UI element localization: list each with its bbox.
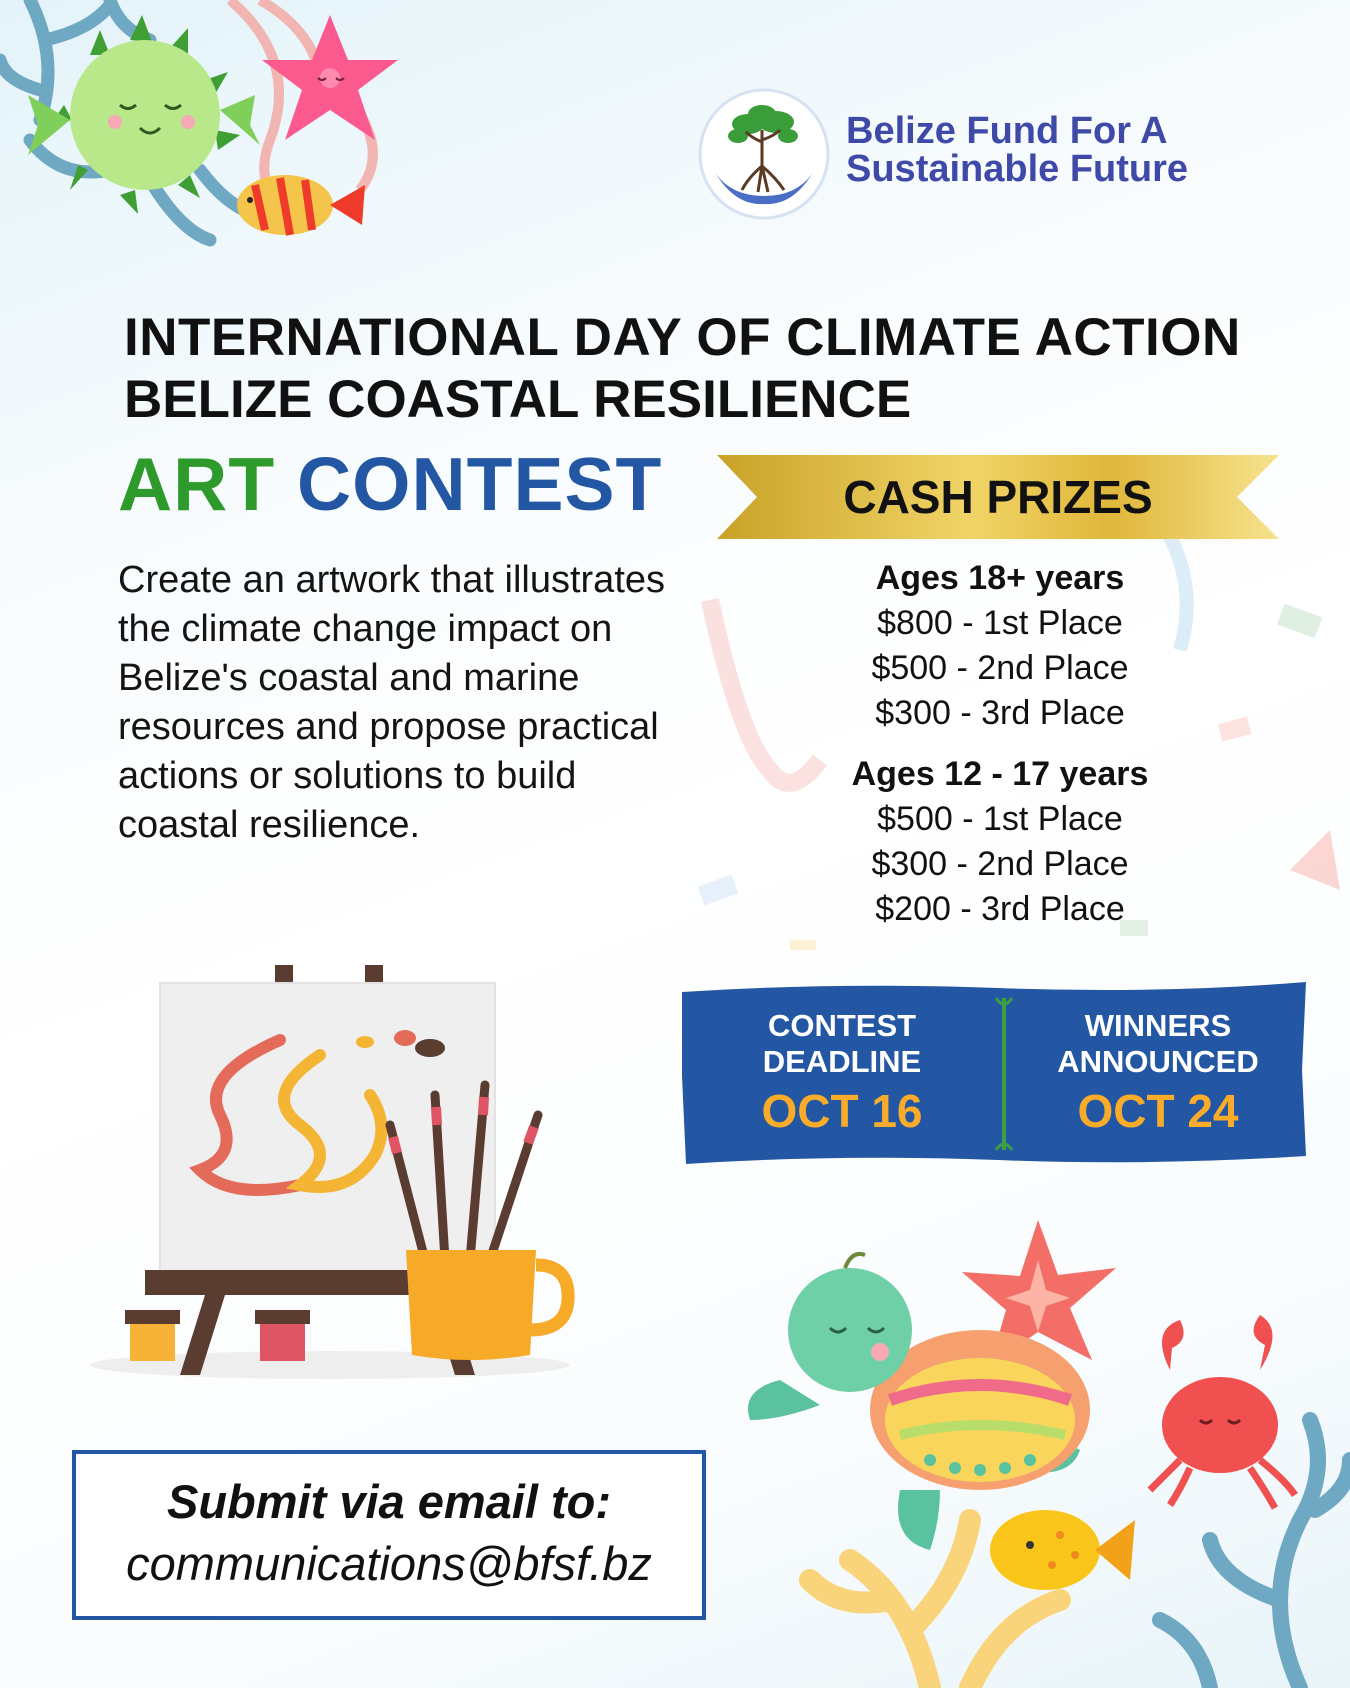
organization-name xyxy=(846,112,1266,188)
sea-life-top-left-illustration xyxy=(0,0,430,270)
submit-label: Submit via email to: xyxy=(167,1475,611,1528)
prize-line: $300 - 3rd Place xyxy=(875,694,1125,732)
winners-date: OCT 24 xyxy=(1077,1085,1239,1137)
submit-email-link[interactable]: communications@bfsf.bz xyxy=(126,1537,652,1590)
organization-name-line2: Sustainable Future xyxy=(846,148,1189,190)
headline-line2: BELIZE COASTAL RESILIENCE xyxy=(124,370,912,429)
prize-line: $500 - 1st Place xyxy=(877,800,1123,838)
striped-fish-icon xyxy=(237,175,365,235)
yellow-fish-icon xyxy=(990,1510,1135,1590)
easel-painting-illustration xyxy=(90,955,580,1390)
mangrove-tree-hands-logo xyxy=(696,86,832,222)
prize-tier-youth xyxy=(820,752,1180,932)
pufferfish-icon xyxy=(28,15,260,214)
deadline-block xyxy=(692,1008,992,1138)
prize-tier-adults xyxy=(820,556,1180,736)
prize-line: $300 - 2nd Place xyxy=(871,845,1129,883)
prize-line: $800 - 1st Place xyxy=(877,604,1123,642)
headline-line1: INTERNATIONAL DAY OF CLIMATE ACTION xyxy=(124,308,1241,367)
cash-prizes-label: CASH PRIZES xyxy=(843,471,1153,523)
contest-description: Create an artwork that illustrates the climate change impact on Belize's coastal and marine resources and propose practical actions or solutions to build coastal resilience. xyxy=(118,559,666,846)
prize-tier-heading: Ages 18+ years xyxy=(875,559,1125,597)
art-contest-title xyxy=(118,443,662,525)
contest-word: CONTEST xyxy=(296,442,663,526)
prize-line: $200 - 3rd Place xyxy=(875,890,1125,928)
winners-label-1: WINNERS xyxy=(1084,1008,1232,1043)
prize-list xyxy=(820,556,1180,932)
organization-name-line1: Belize Fund For A xyxy=(846,110,1168,152)
winners-block xyxy=(1008,1008,1308,1138)
sea-life-bottom-right-illustration xyxy=(740,1220,1350,1688)
winners-label-2: ANNOUNCED xyxy=(1057,1044,1259,1079)
crab-icon xyxy=(1150,1315,1295,1508)
deadline-date: OCT 16 xyxy=(761,1085,923,1137)
art-word: ART xyxy=(118,442,276,526)
deadline-label-1: CONTEST xyxy=(767,1008,917,1043)
prize-tier-heading: Ages 12 - 17 years xyxy=(851,755,1149,793)
prize-line: $500 - 2nd Place xyxy=(871,649,1129,687)
deadline-label-2: DEADLINE xyxy=(762,1044,922,1079)
